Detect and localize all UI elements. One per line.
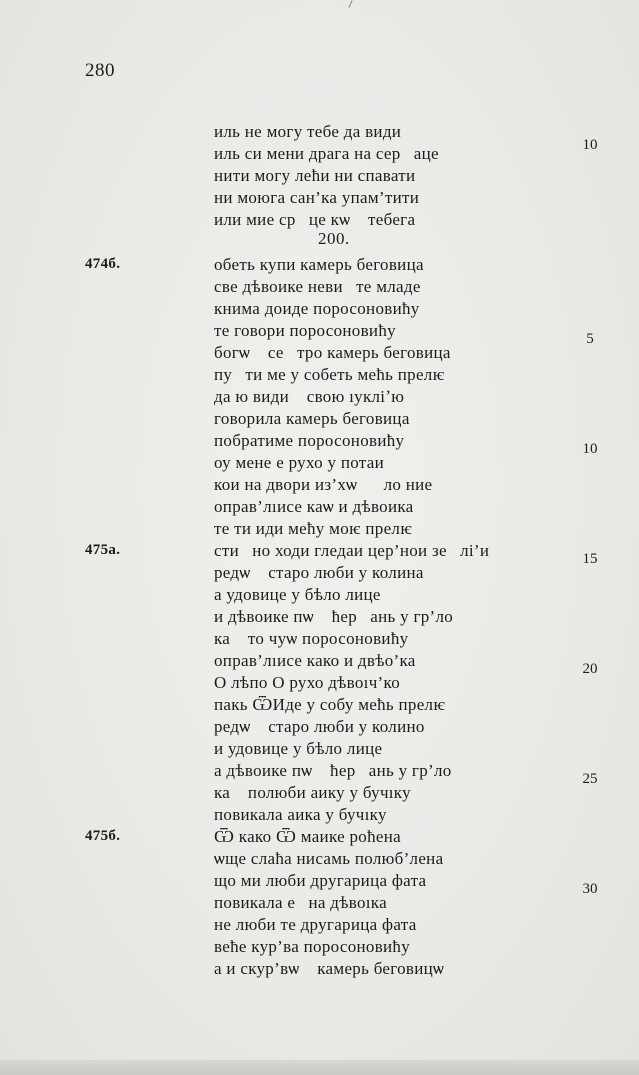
verse-line: стиᷩно ходи гледаи цер’нои зеᷬлі’и (214, 541, 490, 560)
verse-line: редѡᷬ старо люби у колино (214, 717, 425, 736)
verse-line: обеть купи камерь беговица (214, 255, 424, 274)
verse-line: веħе кур’ва поросоновиħу (214, 937, 411, 956)
verse-line: нити могу леħи ни спавати (214, 166, 416, 185)
verse-line: а и скур’вѡᷬ камерь беговицѡᷬ (214, 959, 458, 978)
verse-line: пуᷱти ме у собеть меħь прелѥ (214, 365, 445, 384)
folio-reference: 474б. (85, 256, 121, 272)
line-number: 30 (582, 881, 598, 897)
verse-line: ни моюга сан’ка упам’тити (214, 188, 420, 207)
verse-line: све дѣвоике невиᷱте младе (214, 277, 421, 296)
verse-line: богѡᷬ сеᷱтро камерь беговица (214, 343, 451, 362)
page-number: 280 (85, 60, 115, 81)
verse-line: каᷩ то чуѡ поросоновиħу (214, 629, 409, 648)
verse-line: Ѿ како Ѿ маике роħена (214, 827, 401, 846)
verse-line: иль си мени драга на серᷩаце (214, 144, 439, 163)
line-number: 10 (582, 137, 598, 153)
folio-reference: 475а. (85, 542, 121, 558)
verse-line: или мие срᷩце кѡᷩ тебега (214, 210, 416, 229)
line-number: 10 (582, 441, 598, 457)
verse-line: оправ’лıисе како и двѣо’ка (214, 651, 416, 670)
verse-line: каᷩ полюби аику у бучıку (214, 783, 411, 802)
verse-line: побратиме поросоновиħу (214, 431, 405, 450)
verse-line: и удовице у бѣло лице (214, 739, 383, 758)
verse-line: оу мене е рухо у потаи (214, 453, 384, 472)
verse-line: те говори поросоновиħу (214, 321, 396, 340)
verse-line: иль не могу тебе да видиᷬ (214, 122, 415, 141)
line-number: 15 (582, 551, 598, 567)
verse-line: повикала аика у бучıку (214, 805, 387, 824)
line-number: 20 (582, 661, 598, 677)
verse-line: що ми люби другарица фата (214, 871, 427, 890)
verse-line: и дѣвоике пѡᷩ ħерᷩань у гр’ло (214, 607, 454, 626)
page-bottom-edge (0, 1060, 639, 1075)
folio-reference: 475б. (85, 828, 121, 844)
verse-line: книма доиде поросоновиħу (214, 299, 420, 318)
verse-line: пакь ѾИде у собу меħь прелѥ (214, 695, 446, 714)
verse-line: да ю видиᷬ свою ıукліʼю (214, 387, 405, 406)
verse-line: а удовице у бѣло лице (214, 585, 381, 604)
section-number: 200. (318, 229, 350, 248)
verse-line: говорила камерь беговица (214, 409, 410, 428)
verse-line: а дѣвоике пѡᷩ ħерᷩань у гр’ло (214, 761, 452, 780)
margin-mark (348, 0, 352, 8)
verse-line: О лѣпо О рухо дѣвоıч’ко (214, 673, 401, 692)
line-number: 5 (586, 331, 594, 347)
verse-line: не люби те другарица фата (214, 915, 417, 934)
verse-line: повикала еᷩна дѣвоıка (214, 893, 387, 912)
verse-line: редѡᷬ старо люби у колина (214, 563, 424, 582)
verse-line: оправ’лıисе каѡ и дѣвоика (214, 497, 414, 516)
verse-line: ѡще слаħа нисамь полюб’лена (214, 849, 444, 868)
verse-line: те ти иди меħу моѥ прелѥ (214, 519, 413, 538)
verse-line: кои на двори из’хѡᷩᷨло ние (214, 475, 433, 494)
line-number: 25 (582, 771, 598, 787)
